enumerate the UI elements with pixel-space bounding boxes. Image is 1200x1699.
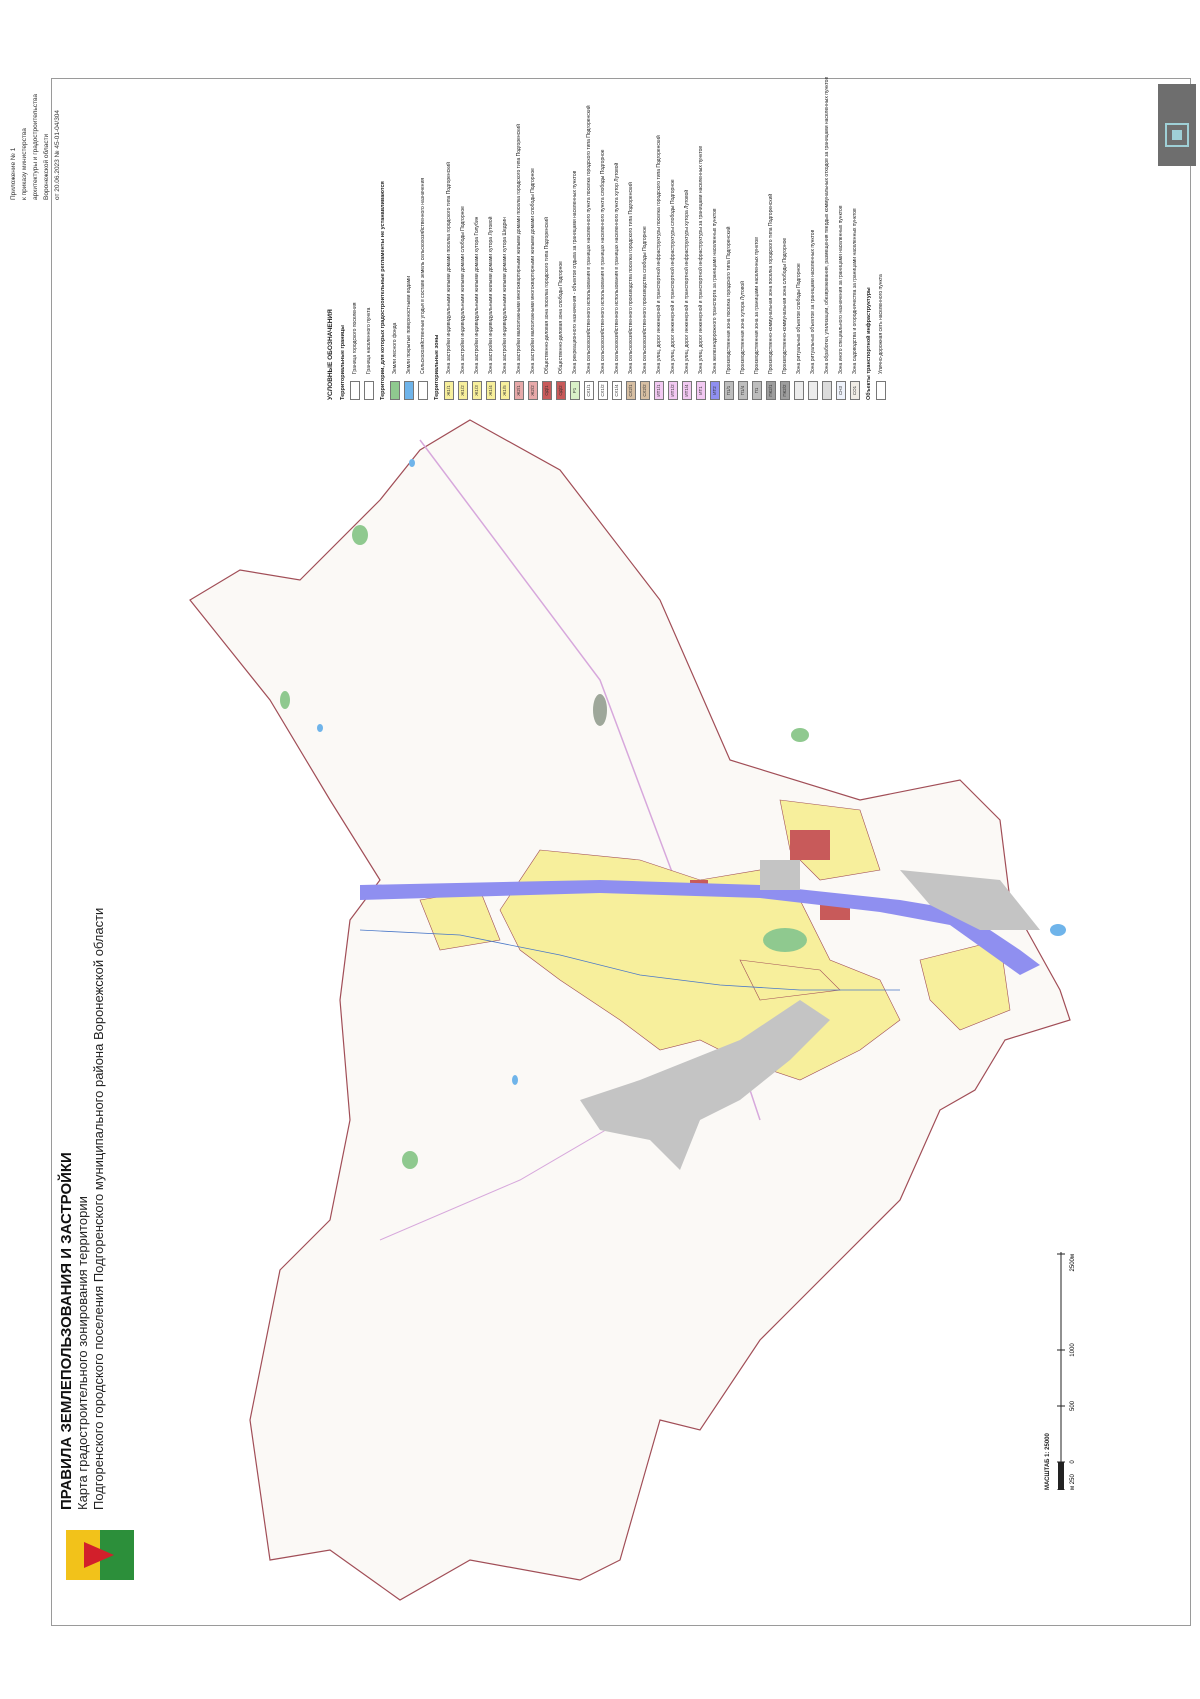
legend-label: Граница городского поселения	[352, 302, 358, 374]
forest-area[interactable]	[280, 691, 290, 709]
legend-item	[596, 20, 610, 400]
legend-item	[498, 20, 512, 400]
approval-line: Приложение № 1	[10, 147, 17, 200]
legend-group-title: Объекты транспортной инфраструктуры	[866, 287, 872, 400]
legend-swatch: ПК2/2	[780, 381, 790, 400]
legend-label: Зона сельскохозяйственного использования в границах населенного пункта слободы Подгорное	[600, 149, 606, 374]
legend-swatch: ОД/1	[542, 381, 552, 400]
legend-swatch: СХ2/2	[640, 381, 650, 400]
legend-label: Зона ритуальных объектов слободы Подгорное	[796, 263, 802, 374]
legend-item	[348, 20, 362, 400]
legend-group-title: Территориальные зоны	[434, 334, 440, 400]
approval-line: Воронежской области	[43, 133, 50, 200]
legend-item	[388, 20, 402, 400]
forest-area[interactable]	[352, 525, 368, 545]
legend-label: Зона улиц, дорог инженерной и транспортной инфраструктуры хутора Лутовой	[684, 189, 690, 374]
scale-title: МАСШТАБ 1: 25000	[1045, 1433, 1051, 1490]
legend-label: Производственно-коммунальная зона слободы Подгорное	[782, 237, 788, 374]
legend-label: Общественно-деловая зона слободы Подгорное	[558, 261, 564, 374]
legend-swatch: П1	[752, 381, 762, 400]
legend-item	[792, 20, 806, 400]
legend-item	[708, 20, 722, 400]
legend-item	[820, 20, 834, 400]
map-title: ПРАВИЛА ЗЕМЛЕПОЛЬЗОВАНИЯ И ЗАСТРОЙКИ	[58, 1152, 75, 1510]
legend-swatch	[876, 381, 886, 400]
legend-swatch: ИТ1	[696, 381, 706, 400]
approval-line: архитектуры и градостроительства	[32, 93, 39, 200]
legend-swatch	[350, 381, 360, 400]
legend-item	[554, 20, 568, 400]
legend-heading: УСЛОВНЫЕ ОБОЗНАЧЕНИЯ	[327, 309, 334, 400]
legend-label: Зона обработки, утилизации, обезвреживания, размещения твердых коммунальных отходов за границами населенных пунктов	[824, 76, 830, 374]
legend-label: Зона застройки индивидуальными жилыми домами поселка городского типа Подгоренский	[446, 162, 452, 374]
legend-label: Зона сельскохозяйственного использования в границах населенного пункта хутор Лутовой	[614, 162, 620, 374]
forest-area[interactable]	[593, 694, 607, 726]
legend-item	[582, 20, 596, 400]
legend-swatch: П1/1	[724, 381, 734, 400]
legend-item	[750, 20, 764, 400]
legend-swatch: Ж1/2	[458, 381, 468, 400]
legend-item	[834, 20, 848, 400]
scale-tick-label: 2500м	[1070, 1254, 1076, 1272]
legend-swatch	[418, 381, 428, 400]
legend-item	[362, 20, 376, 400]
public-zone[interactable]	[790, 830, 830, 860]
legend-swatch: ИТ1/4	[682, 381, 692, 400]
legend-swatch: Ж1/4	[486, 381, 496, 400]
legend-label: Земли покрытые поверхностными водами	[406, 275, 412, 374]
legend-label: Производственная зона за границами населенных пунктов	[754, 237, 760, 374]
legend-group-title: Территориальные границы	[340, 325, 346, 400]
legend-label: Зона сельскохозяйственного использования в границах населенного пункта поселка городского типа Подгоренский	[586, 105, 592, 374]
legend-label: Зона застройки малоэтажными многоквартирными жилыми домами поселка городского типа Подгоренский	[516, 124, 522, 374]
legend-label: Общественно-деловая зона поселка городского типа Подгоренский	[544, 217, 550, 374]
legend-item	[610, 20, 624, 400]
legend-item	[694, 20, 708, 400]
forest-area[interactable]	[763, 928, 807, 952]
legend-swatch: ОД/2	[556, 381, 566, 400]
legend-item	[484, 20, 498, 400]
legend-label: Зона ритуальных объектов за границами населенных пунктов	[810, 229, 816, 374]
water-body[interactable]	[317, 724, 323, 732]
water-body[interactable]	[512, 1075, 518, 1085]
approval-line: от 20.06.2023 № 45-01-04/304	[54, 109, 61, 200]
legend-swatch: СХ1/1	[584, 381, 594, 400]
legend-body	[339, 20, 888, 400]
legend-label: Зона улиц, дорог инженерной и транспортной инфраструктуры поселка городского типа Подгоренский	[656, 135, 662, 374]
legend-label: Зона застройки индивидуальными жилыми домами слободы Подгорное	[460, 206, 466, 374]
legend-label: Зона железнодорожного транспорта за границами населенных пунктов	[712, 208, 718, 374]
scale-tick-label: 500	[1070, 1400, 1076, 1412]
legend-item	[666, 20, 680, 400]
scale-ticks	[1057, 1254, 1076, 1490]
legend-swatch	[404, 381, 414, 400]
legend-group-title: Территории, для которых градостроительные регламенты не устанавливаются	[380, 181, 386, 400]
legend-swatch: Ж1/3	[472, 381, 482, 400]
coat-of-arms	[64, 1528, 136, 1582]
legend-swatch: Ж1/1	[444, 381, 454, 400]
legend-label: Производственная зона поселка городского типа Подгоренский	[726, 226, 732, 374]
legend-label: Зона сельскохозяйственного производства слободы Подгорное	[642, 226, 648, 374]
forest-area[interactable]	[791, 728, 809, 742]
legend-label: Зона застройки индивидуальными жилыми домами хутора Голубин	[474, 216, 480, 374]
scale-tick-label: 0	[1070, 1460, 1076, 1464]
legend-swatch	[364, 381, 374, 400]
legend-swatch: СХ1/4	[612, 381, 622, 400]
legend-item	[512, 20, 526, 400]
legend-item	[568, 20, 582, 400]
legend	[326, 20, 888, 400]
legend-item	[402, 20, 416, 400]
legend-swatch: П1/4	[738, 381, 748, 400]
legend-item	[470, 20, 484, 400]
legend-item	[416, 20, 430, 400]
logo-icon	[1158, 84, 1196, 166]
legend-label: Зона застройки индивидуальными жилыми домами хутора Шедрин	[502, 217, 508, 374]
map-subtitle: Карта градостроительного зонирования территории	[75, 1196, 90, 1510]
legend-item	[874, 20, 888, 400]
legend-label: Зона улиц, дорог инженерной и транспортной инфраструктуры слободы Подгорное	[670, 179, 676, 374]
scale-tick-label: м 250	[1070, 1474, 1076, 1490]
legend-swatch: СН3	[836, 381, 846, 400]
legend-label: Улично-дорожная сеть населенного пункта	[878, 274, 884, 374]
legend-swatch: ИТ2	[710, 381, 720, 400]
legend-item	[806, 20, 820, 400]
legend-label: Зона сельскохозяйственного производства поселка городского типа Подгоренский	[628, 182, 634, 374]
legend-label: Производственная зона хутора Лутовой	[740, 281, 746, 374]
legend-swatch	[808, 381, 818, 400]
legend-swatch: СО1	[850, 381, 860, 400]
legend-label: Зона улиц, дорог инженерной и транспортной инфраструктуры за границами населенных пунктов	[698, 145, 704, 374]
water-body[interactable]	[1050, 924, 1066, 936]
legend-item	[652, 20, 666, 400]
scale-graphic	[1055, 1250, 1077, 1490]
legend-item	[624, 20, 638, 400]
approval-line: к приказу министерства	[21, 128, 28, 200]
legend-swatch: Ж1/5	[500, 381, 510, 400]
legend-item	[680, 20, 694, 400]
legend-swatch	[794, 381, 804, 400]
map-subtitle-settlement: Подгоренского городского поселения Подгоренского муниципального района Воронежской области	[91, 907, 106, 1510]
legend-label: Производственно-коммунальная зона поселка городского типа Подгоренский	[768, 193, 774, 374]
legend-item	[764, 20, 778, 400]
legend-item	[638, 20, 652, 400]
legend-swatch: Ж2/2	[528, 381, 538, 400]
institution-logo	[1158, 84, 1196, 166]
legend-label: Зона садоводства и огородничества за границами населенных пунктов	[852, 208, 858, 374]
legend-swatch: СХ2/1	[626, 381, 636, 400]
title-block	[58, 908, 107, 1510]
legend-label: Зона застройки индивидуальными жилыми домами хутора Лутовой	[488, 216, 494, 374]
legend-item	[442, 20, 456, 400]
legend-swatch: Ж2/1	[514, 381, 524, 400]
legend-swatch: ПК2/1	[766, 381, 776, 400]
legend-label: Земли лесного фонда	[392, 322, 398, 374]
legend-item	[722, 20, 736, 400]
legend-swatch: ИТ1/2	[668, 381, 678, 400]
legend-item	[848, 20, 862, 400]
legend-label: Зона рекреационного назначения - объектов отдыха за границами населенных пунктов	[572, 170, 578, 374]
legend-item	[778, 20, 792, 400]
legend-item	[540, 20, 554, 400]
legend-swatch: СХ1/2	[598, 381, 608, 400]
legend-label: Зона иного специального назначения за границами населенных пунктов	[838, 205, 844, 374]
legend-item	[526, 20, 540, 400]
legend-swatch: ИТ1/1	[654, 381, 664, 400]
scale-tick-label: 1000	[1070, 1343, 1076, 1357]
legend-swatch	[822, 381, 832, 400]
water-body[interactable]	[409, 459, 415, 467]
industrial-zone[interactable]	[760, 860, 800, 890]
forest-area[interactable]	[402, 1151, 418, 1169]
scale-bar	[1045, 1250, 1079, 1490]
legend-item	[456, 20, 470, 400]
legend-swatch	[390, 381, 400, 400]
legend-label: Сельскохозяйственные угодья в составе земель сельскохозяйственного назначения	[420, 177, 426, 374]
legend-label: Граница населенного пункта	[366, 307, 372, 374]
legend-label: Зона застройки малоэтажными многоквартирными жилыми домами слободы Подгорное	[530, 168, 536, 374]
legend-swatch: Р1	[570, 381, 580, 400]
legend-item	[736, 20, 750, 400]
